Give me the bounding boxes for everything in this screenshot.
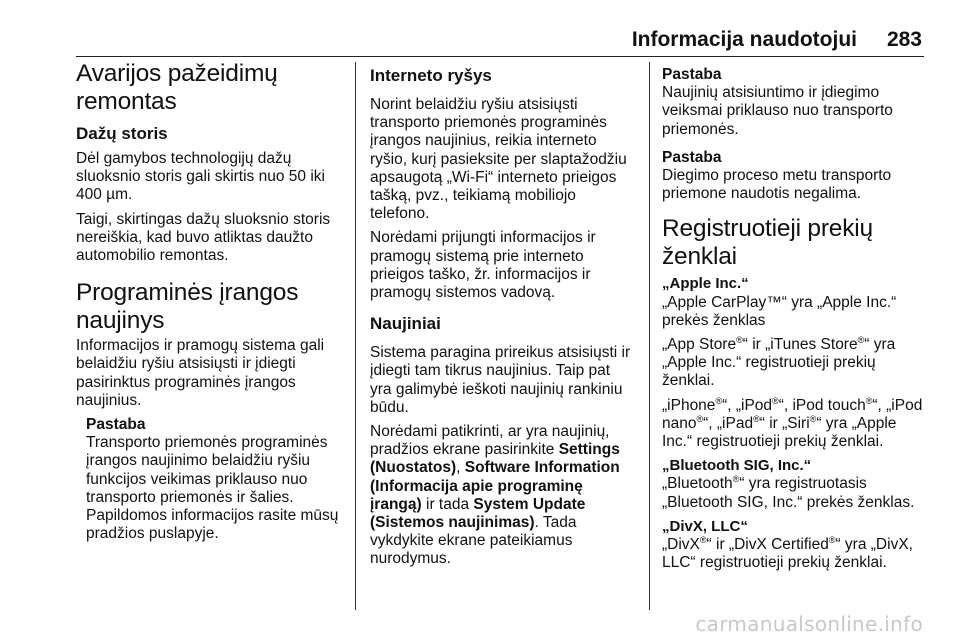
note-install (662, 149, 926, 204)
updates-text-b: , (456, 459, 465, 477)
apple-p2-c: “ yra „Apple Inc.“ registruotieji prekių ženklai. (662, 336, 896, 390)
menu-software-information: Software Information (Informacija apie programinę įrangą) (370, 459, 620, 513)
paragraph-paint-2: Taigi, skirtingas dažų sluoksnio storis nereiškia, kad buvo atliktas daužto automobilio remontas. (76, 210, 331, 265)
apple-p3-f: “ ir „Siri (759, 414, 810, 432)
registered-mark: ® (865, 395, 873, 406)
divx-p-b: “ ir „DivX Certified (706, 536, 829, 554)
apple-p3-b: “, „iPod (722, 396, 773, 414)
note-download (662, 66, 926, 139)
apple-p3-d: “, „iPod nano (662, 396, 923, 432)
updates-text-c: ir tada (421, 495, 474, 513)
registered-mark: ® (732, 474, 740, 485)
brand-divx-title: „DivX, LLC“ (662, 517, 748, 535)
registered-mark: ® (772, 395, 779, 406)
apple-paragraph-1: „Apple CarPlay™“ yra „Apple Inc.“ prekės ženklas (662, 293, 897, 329)
bt-p-b: “ yra registruotasis „Bluetooth SIG, Inc.“ prekės ženklas. (662, 475, 915, 511)
apple-paragraph-2 (662, 336, 926, 391)
divx-p-a: „DivX (662, 536, 700, 554)
registered-mark: ® (736, 335, 743, 346)
note-title: Pastaba (86, 416, 146, 434)
apple-p3-c: “, iPod touch (778, 396, 866, 414)
registered-mark: ® (715, 395, 723, 406)
column-divider-right (649, 62, 650, 610)
subheading-paint-thickness: Dažų storis (76, 124, 168, 143)
apple-p3-g: “ yra „Apple Inc.“ registruotieji prekių ženklai. (662, 414, 897, 451)
column-divider-left (355, 62, 356, 610)
paragraph-software: Informacijos ir pramogų sistema gali belaidžiu ryšiu atsisiųsti ir įdiegti pasirinktus programinės įrangos naujinius. (76, 337, 325, 409)
apple-p2-b: “ ir „iTunes Store (742, 336, 858, 354)
note-box (86, 416, 348, 543)
note-download-text: Naujinių atsisiuntimo ir įdiegimo veiksmai priklauso nuo transporto priemonės. (662, 84, 893, 138)
menu-system-update: System Update (Sistemos naujinimas) (370, 495, 586, 532)
note-install-text: Diegimo proceso metu transporto priemone naudotis negalima. (662, 167, 892, 203)
paragraph-internet-1: Norint belaidžiu ryšiu atsisiųsti transporto priemonės programinės įrangos naujinius, reikia interneto ryšio, kurį pasieksite per slaptažodžiu apsaugotą „Wi-Fi“ interneto prieigos tašką, pvz., teikiamą mobiliojo telefono. (370, 96, 627, 223)
divx-p-c: “ yra „DivX, LLC“ registruotieji prekių ženklai. (662, 536, 913, 572)
note-text: Transporto priemonės programinės įrangos naujinimo belaidžiu ryšiu funkcijos veikimas priklauso nuo transporto priemonės ir šalies. Papildomos informacijos rasite mūsų pradžios puslapyje. (86, 434, 339, 543)
brand-bluetooth-title: „Bluetooth SIG, Inc.“ (662, 457, 812, 475)
note-install-title: Pastaba (662, 148, 722, 166)
paragraph-updates-1: Sistema paragina prireikus atsisiųsti ir įdiegti tam tikrus naujinius. Taip pat yra galimybė ieškoti naujinių rankiniu būdu. (370, 344, 631, 416)
heading-trademarks: Registruotieji prekių ženklai (662, 215, 873, 271)
column-3 (662, 66, 926, 578)
registered-mark: ® (699, 535, 707, 546)
registered-mark: ® (753, 413, 760, 424)
header-rule (76, 56, 924, 57)
subheading-updates: Naujiniai (370, 314, 441, 334)
column-1 (76, 60, 348, 553)
divx-paragraph (662, 536, 926, 572)
apple-p2-a: „App Store (662, 336, 737, 354)
menu-settings: Settings (Nuostatos) (370, 441, 620, 477)
bt-p-a: „Bluetooth (662, 475, 733, 493)
apple-paragraph-3 (662, 397, 926, 452)
registered-mark: ® (696, 413, 704, 424)
note-download-title: Pastaba (662, 66, 722, 83)
apple-p3-e: “, „iPad (703, 414, 754, 432)
updates-text-a: Norėdami patikrinti, ar yra naujinių, pradžios ekrane pasirinkite (370, 423, 610, 459)
registered-mark: ® (809, 413, 817, 424)
updates-text-d: . Tada vykdykite ekrane pateikiamus nurodymus. (370, 514, 577, 568)
subheading-internet: Interneto ryšys (370, 66, 492, 85)
paragraph-updates-2 (370, 423, 634, 569)
bluetooth-paragraph (662, 475, 926, 511)
page-number: 283 (886, 28, 922, 51)
brand-apple-title: „Apple Inc.“ (662, 275, 749, 293)
watermark: carmanualsonline.info (695, 612, 923, 636)
paragraph-internet-2: Norėdami prijungti informacijos ir pramogų sistemą prie interneto prieigos taško, žr. informacijos ir pramogų sistemos vadovą. (370, 229, 596, 302)
apple-p3-a: „iPhone (662, 396, 716, 414)
heading-software-update: Programinės įrangos naujinys (76, 279, 299, 335)
column-2 (370, 66, 634, 575)
heading-repairs: Avarijos pažeidimų remontas (76, 60, 278, 115)
header-title: Informacija naudotojui (631, 28, 857, 51)
paragraph-paint-1: Dėl gamybos technologijų dažų sluoksnio storis gali skirtis nuo 50 iki 400 µm. (76, 150, 325, 204)
registered-mark: ® (828, 535, 836, 546)
registered-mark: ® (857, 335, 865, 346)
